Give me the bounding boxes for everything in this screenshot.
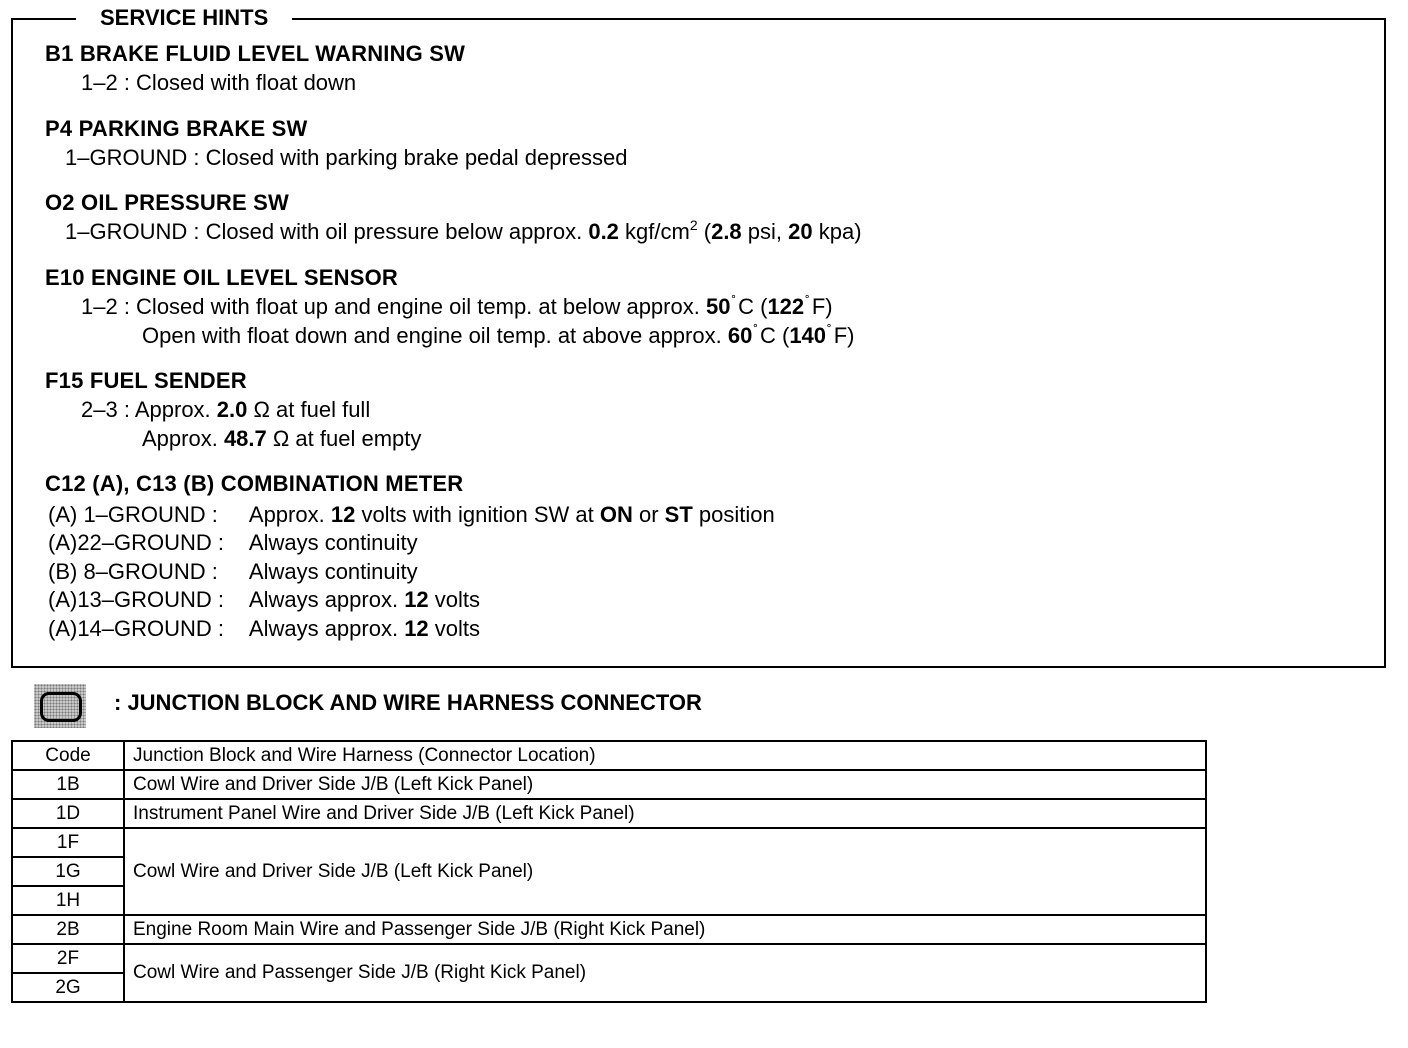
c12-row-text: Always approx.	[244, 587, 405, 612]
o2-psi-unit: psi,	[741, 219, 789, 244]
table-cell-code: 1G	[12, 857, 124, 886]
table-cell-desc: Cowl Wire and Driver Side J/B (Left Kick Panel)	[124, 828, 1206, 915]
c12-row-value: ON	[599, 502, 633, 527]
o2-value: 0.2	[588, 219, 619, 244]
section-o2	[45, 188, 862, 246]
section-f15-line2	[45, 424, 421, 453]
table-cell-code: 2G	[12, 973, 124, 1002]
table-cell-code: 2F	[12, 944, 124, 973]
c12-row-text: Approx.	[244, 502, 331, 527]
service-hints-title: SERVICE HINTS	[76, 5, 292, 31]
table-cell-code: 1H	[12, 886, 124, 915]
c12-row	[48, 614, 480, 643]
section-e10	[45, 263, 854, 350]
c12-row-text: Always continuity	[244, 559, 418, 584]
o2-prefix: 1–GROUND : Closed with oil pressure below approx.	[65, 219, 589, 244]
c12-row-value: ST	[664, 502, 693, 527]
degree-symbol: ˚	[753, 322, 758, 338]
section-f15-title: F15 FUEL SENDER	[45, 368, 247, 393]
table-row	[12, 799, 1206, 828]
table-row	[12, 770, 1206, 799]
table-cell-code: 1D	[12, 799, 124, 828]
c12-row-value: 12	[330, 502, 356, 527]
section-b1-line: 1–2 : Closed with float down	[81, 70, 357, 95]
f15-full-text: Ω at fuel full	[247, 397, 371, 422]
table-header-code: Code	[12, 741, 124, 770]
f15-full-value: 2.0	[216, 397, 248, 422]
table-cell-desc: Engine Room Main Wire and Passenger Side J/B (Right Kick Panel)	[124, 915, 1206, 944]
e10-c-unit: C (	[759, 323, 790, 348]
section-b1-title: B1 BRAKE FLUID LEVEL WARNING SW	[45, 41, 466, 66]
table-row	[12, 944, 1206, 973]
section-o2-title: O2 OIL PRESSURE SW	[45, 190, 290, 215]
section-e10-line2	[45, 321, 854, 350]
section-c12	[45, 469, 463, 498]
c12-row	[48, 528, 418, 557]
degree-symbol: ˚	[827, 322, 832, 338]
section-e10-title: E10 ENGINE OIL LEVEL SENSOR	[45, 265, 399, 290]
table-header-row	[12, 741, 1206, 770]
e10-f-unit: F)	[833, 323, 855, 348]
e10-c-unit: C (	[738, 294, 768, 319]
c12-row-text: position	[692, 502, 775, 527]
c12-row-label: (A)13–GROUND :	[48, 587, 225, 612]
table-row	[12, 828, 1206, 857]
junction-block-connector-icon	[34, 684, 86, 728]
section-b1	[45, 39, 465, 97]
table-cell-desc: Cowl Wire and Passenger Side J/B (Right Kick Panel)	[124, 944, 1206, 1002]
table-row	[12, 915, 1206, 944]
e10-terminal: 1–2 :	[81, 294, 137, 319]
f15-empty-value: 48.7	[223, 426, 267, 451]
f15-terminal: 2–3 :	[81, 397, 135, 422]
table-header-desc: Junction Block and Wire Harness (Connector Location)	[124, 741, 1206, 770]
table-cell-desc: Instrument Panel Wire and Driver Side J/B (Left Kick Panel)	[124, 799, 1206, 828]
section-c12-title: C12 (A), C13 (B) COMBINATION METER	[45, 471, 464, 496]
degree-symbol: ˚	[731, 293, 737, 309]
c12-row	[48, 500, 775, 529]
f15-empty-text: Ω at fuel empty	[266, 426, 422, 451]
table-cell-code: 1F	[12, 828, 124, 857]
section-o2-line	[45, 217, 862, 246]
c12-row-label: (A) 1–GROUND :	[48, 502, 218, 527]
c12-row-text: Always continuity	[244, 530, 418, 555]
o2-kpa-unit: kpa)	[812, 219, 862, 244]
o2-unit: kgf/cm	[618, 219, 690, 244]
c12-row-text: or	[632, 502, 665, 527]
c12-row	[48, 557, 418, 586]
e10-line1-text: Closed with float up and engine oil temp. at below approx.	[136, 294, 706, 319]
c12-row-text: volts with ignition SW at	[355, 502, 600, 527]
e10-line2-celsius: 60	[727, 323, 753, 348]
o2-paren: (	[697, 219, 712, 244]
c12-row-value: 12	[404, 587, 429, 612]
e10-line2-fahrenheit: 140	[789, 323, 827, 348]
e10-f-unit: F)	[811, 294, 833, 319]
o2-psi: 2.8	[711, 219, 742, 244]
legend-text: : JUNCTION BLOCK AND WIRE HARNESS CONNECTOR	[114, 690, 702, 715]
c12-row-text: volts	[428, 616, 481, 641]
degree-symbol: ˚	[805, 293, 810, 309]
section-f15	[45, 366, 421, 453]
o2-kpa: 20	[788, 219, 813, 244]
c12-row	[48, 585, 480, 614]
c12-row-label: (B) 8–GROUND :	[48, 559, 218, 584]
c12-row-text: volts	[428, 587, 481, 612]
c12-row-label: (A)14–GROUND :	[48, 616, 225, 641]
e10-line1-celsius: 50	[705, 294, 731, 319]
section-e10-line1	[45, 292, 854, 321]
f15-approx: Approx.	[142, 426, 224, 451]
junction-block-table	[11, 740, 1207, 1003]
section-p4-line: 1–GROUND : Closed with parking brake pedal depressed	[65, 145, 628, 170]
c12-row-value: 12	[404, 616, 429, 641]
c12-row-text: Always approx.	[244, 616, 405, 641]
e10-line2-text: Open with float down and engine oil temp. at above approx.	[142, 323, 728, 348]
table-cell-desc: Cowl Wire and Driver Side J/B (Left Kick Panel)	[124, 770, 1206, 799]
c12-row-label: (A)22–GROUND :	[48, 530, 225, 555]
section-p4	[45, 114, 628, 172]
table-cell-code: 1B	[12, 770, 124, 799]
e10-line1-fahrenheit: 122	[767, 294, 805, 319]
section-p4-title: P4 PARKING BRAKE SW	[45, 116, 308, 141]
o2-sup: 2	[689, 217, 698, 233]
section-f15-line1	[45, 395, 421, 424]
table-cell-code: 2B	[12, 915, 124, 944]
f15-approx: Approx.	[134, 397, 217, 422]
